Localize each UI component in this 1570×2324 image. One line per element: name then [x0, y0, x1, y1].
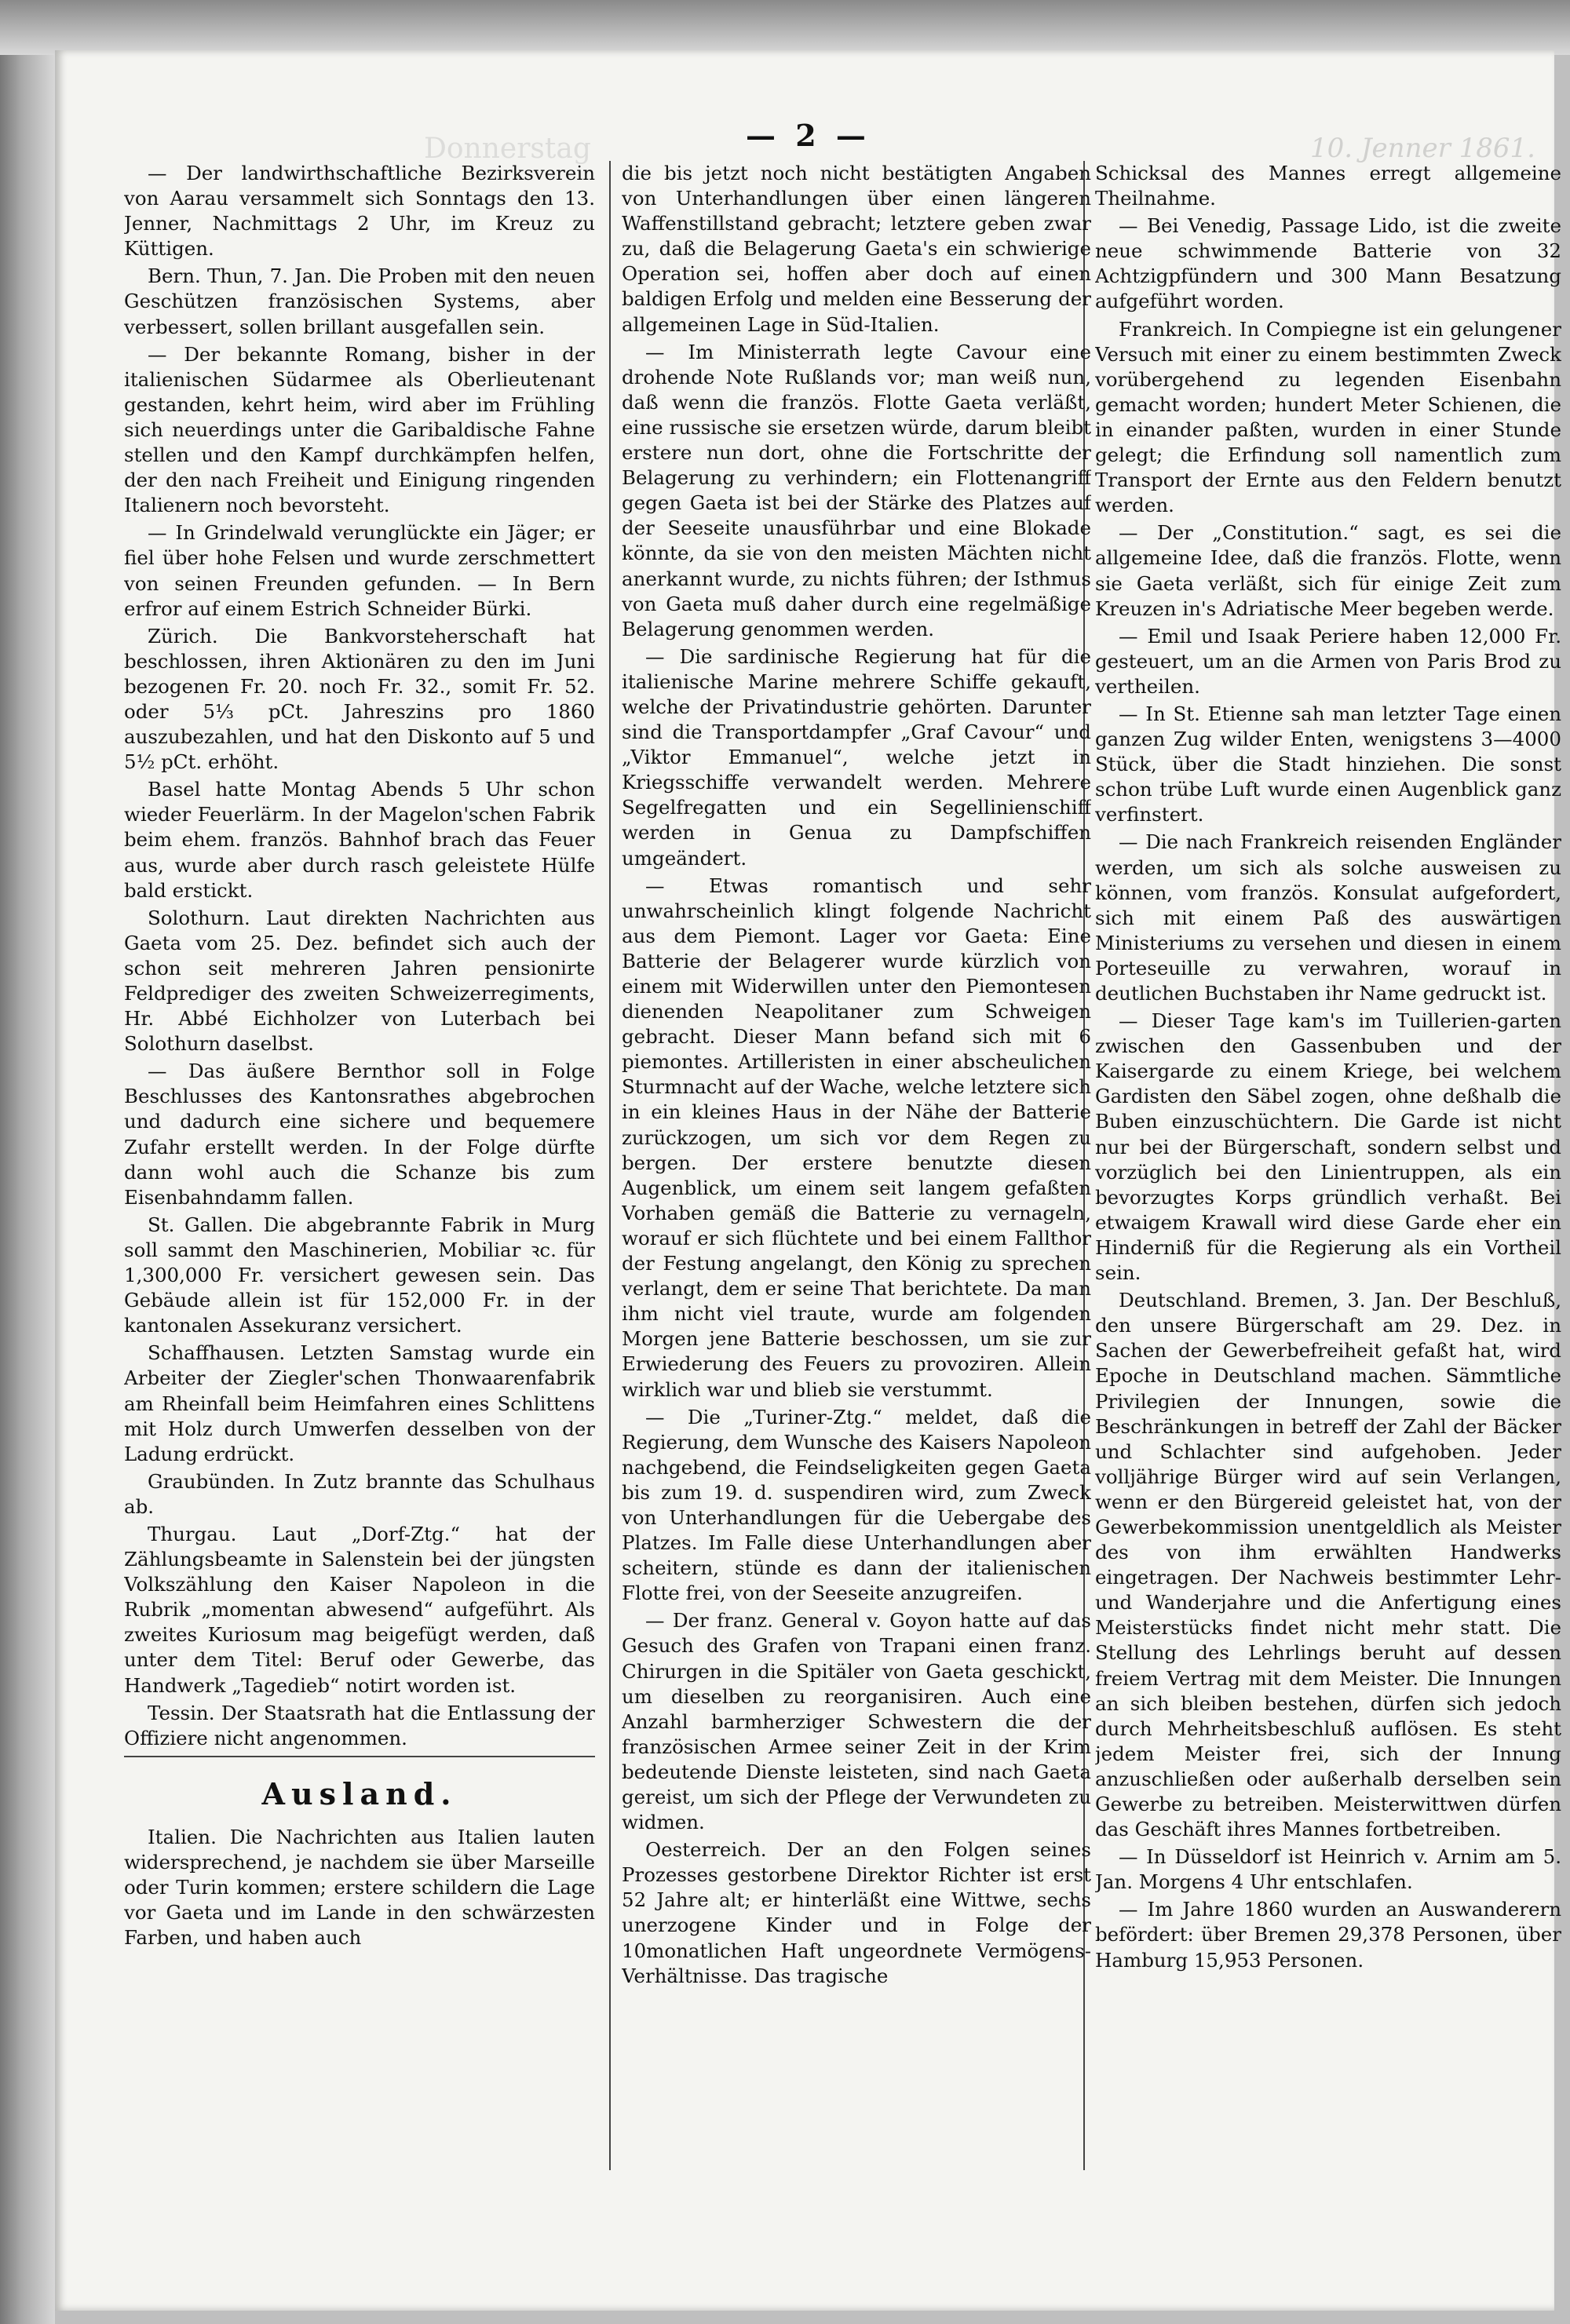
paragraph: St. Gallen. Die abgebrannte Fabrik in Murg soll sammt den Maschinerien, Mobiliar ꝛc. für 1,300,000 Fr. versichert gewesen sein. Das Gebäude allein ist für 152,000 Fr. in der kantonalen Assekuranz versichert.	[124, 1213, 595, 1337]
column-2	[622, 161, 1091, 2217]
paragraph: — Der bekannte Romang, bisher in der italienischen Südarmee als Oberlieutenant gestanden, kehrt heim, wird aber im Frühling sich neuerdings unter die Garibaldische Fahne stellen und den Kampf durchkämpfen helfen, der den nach Freiheit und Einigung ringenden Italienern noch bevorsteht.	[124, 342, 595, 517]
paragraph: — In Grindelwald verunglückte ein Jäger; er fiel über hohe Felsen und wurde zerschmettert von seinen Freunden gefunden. — In Bern erfror auf einem Estrich Schneider Bürki.	[124, 521, 595, 620]
paragraph: die bis jetzt noch nicht bestätigten Angaben von Unterhandlungen über einen längeren Waffenstillstand gebracht; letztere geben zwar zu, daß die Belagerung Gaeta's ein schwierige Operation sei, hoffen aber doch auf einen baldigen Erfolg und melden eine Besserung der allgemeinen Lage in Süd-Italien.	[622, 162, 1091, 336]
bleed-through-left: Donnerstag	[424, 133, 591, 165]
paragraph: Oesterreich. Der an den Folgen seines Prozesses gestorbene Direktor Richter ist erst 52 Jahre alt; er hinterläßt eine Wittwe, sechs unerzogene Kinder und in Folge der 10monatlichen Haft ungeordnete Vermögens-Verhältnisse. Das tragische	[622, 1838, 1091, 1987]
paragraph: Bern. Thun, 7. Jan. Die Proben mit den neuen Geschützen französischen Systems, aber verbessert, sollen brillant ausgefallen sein.	[124, 265, 595, 338]
column-3	[1095, 161, 1561, 2217]
paragraph: — Das äußere Bernthor soll in Folge Beschlusses des Kantonsrathes abgebrochen und dadurch eine sichere und bequemere Zufahr erstellt werden. In der Folge dürfte dann wohl auch die Schanze bis zum Eisenbahndamm fallen.	[124, 1060, 595, 1209]
paragraph: Italien. Die Nachrichten aus Italien lauten widersprechend, je nachdem sie über Marseille oder Turin kommen; erstere schildern die Lage vor Gaeta und im Lande in den schwärzesten Farben, und haben auch	[124, 1825, 595, 1949]
paragraph: — Der landwirthschaftliche Bezirksverein von Aarau versammelt sich Sonntags den 13. Jenner, Nachmittags 2 Uhr, im Kreuz zu Küttigen.	[124, 162, 595, 261]
paragraph: — Die nach Frankreich reisenden Engländer werden, um sich als solche ausweisen zu können, vom französ. Konsulat aufgefordert, sich mit einem Paß des auswärtigen Ministeriums zu versehen und diesen in einem Porteseuille zu verwahren, worauf in deutlichen Buchstaben ihr Name gedruckt ist.	[1095, 830, 1561, 1005]
paragraph: — Die sardinische Regierung hat für die italienische Marine mehrere Schiffe gekauft, welche der Privatindustrie gehörten. Darunter sind die Transportdampfer „Graf Cavour“ und „Viktor Emmanuel“, welche jetzt in Kriegsschiffe verwandelt werden. Mehrere Segelfregatten und ein Segellinienschiff werden in Genua zu Dampfschiffen umgeändert.	[622, 644, 1091, 870]
paragraph: — Im Jahre 1860 wurden an Auswanderern befördert: über Bremen 29,378 Personen, über Hamburg 15,953 Personen.	[1095, 1898, 1561, 1972]
paragraph: — Bei Venedig, Passage Lido, ist die zweite neue schwimmende Batterie von 32 Achtzigpfündern und 300 Mann Besatzung aufgeführt worden.	[1095, 214, 1561, 313]
paragraph: Schaffhausen. Letzten Samstag wurde ein Arbeiter der Ziegler'schen Thonwaarenfabrik am Rheinfall beim Heimfahren eines Schlittens mit Holz durch Umwerfen desselben von der Ladung erdrückt.	[124, 1341, 595, 1465]
bleed-through-right: 10. Jenner 1861.	[1310, 133, 1535, 164]
paragraph: Tessin. Der Staatsrath hat die Entlassung der Offiziere nicht angenommen.	[124, 1701, 595, 1749]
paragraph: Solothurn. Laut direkten Nachrichten aus Gaeta vom 25. Dez. befindet sich auch der schon seit mehreren Jahren pensionirte Feldprediger des zweiten Schweizerregiments, Hr. Abbé Eichholzer von Luterbach bei Solothurn daselbst.	[124, 906, 595, 1056]
scan-edge-left	[0, 0, 55, 2324]
paragraph: Zürich. Die Bankvorsteherschaft hat beschlossen, ihren Aktionären zu den im Juni bezogenen Fr. 20. noch Fr. 32., somit Fr. 52. oder 5⅓ pCt. Jahreszins pro 1860 auszubezahlen, und hat den Diskonto auf 5 und 5½ pCt. erhöht.	[124, 624, 595, 774]
paragraph: — In Düsseldorf ist Heinrich v. Arnim am 5. Jan. Morgens 4 Uhr entschlafen.	[1095, 1845, 1561, 1894]
paragraph: — In St. Etienne sah man letzter Tage einen ganzen Zug wilder Enten, wenigstens 3—4000 Stück, über die Stadt hinziehen. Die sonst schon trübe Luft wurde einen Augenblick ganz verfinstert.	[1095, 702, 1561, 826]
paragraph: — Der „Constitution.“ sagt, es sei die allgemeine Idee, daß die französ. Flotte, wenn sie Gaeta verläßt, sich für einige Zeit zum Kreuzen in's Adriatische Meer begeben werde.	[1095, 521, 1561, 620]
paragraph: — Etwas romantisch und sehr unwahrscheinlich klingt folgende Nachricht aus dem Piemont. Lager vor Gaeta: Eine Batterie der Belagerer wurde kürzlich von einem mit Widerwillen unter den Piemontesen dienenden Neapolitaner zum Schweigen gebracht. Dieser Mann befand sich mit 6 piemontes. Artilleristen in einer abscheulichen Sturmnacht auf der Wache, welche letztere sich in ein kleines Haus in der Nähe der Batterie zurückzogen, um sich vor dem Regen zu bergen. Der erstere benutzte diesen Augenblick, um einem seit langem gefaßten Vorhaben gemäß die Batterie zu vernageln, worauf er sich flüchtete und bei einem Fallthor der Festung angelangt, den König zu sprechen verlangt, dem er seine That berichtete. Da man ihm nicht viel traute, wurde am folgenden Morgen jene Batterie beschossen, um sie zur Erwiederung des Feuers zu provoziren. Allein wirklich war und blieb sie verstummt.	[622, 874, 1091, 1401]
scan-edge-top	[0, 0, 1570, 55]
paragraph: — Die „Turiner-Ztg.“ meldet, daß die Regierung, dem Wunsche des Kaisers Napoleon nachgebend, die Feindseligkeiten gegen Gaeta bis zum 19. d. suspendiren wird, zum Zweck von Unterhandlungen für die Uebergabe des Platzes. Im Falle diese Unterhandlungen aber scheitern, stünde es dann der italienischen Flotte frei, von der Seeseite anzugreifen.	[622, 1405, 1091, 1605]
paragraph: Thurgau. Laut „Dorf-Ztg.“ hat der Zählungsbeamte in Salenstein bei der jüngsten Volkszählung den Kaiser Napoleon in die Rubrik „momentan abwesend“ aufgeführt. Als zweites Kuriosum mag beigefügt werden, daß unter dem Titel: Beruf oder Gewerbe, das Handwerk „Tagedieb“ notirt worden ist.	[124, 1522, 595, 1697]
paragraph: Graubünden. In Zutz brannte das Schulhaus ab.	[124, 1469, 595, 1518]
section-rule	[124, 1756, 595, 1757]
paragraph: — Emil und Isaak Periere haben 12,000 Fr. gesteuert, um an die Armen von Paris Brod zu vertheilen.	[1095, 624, 1561, 698]
paragraph: — Dieser Tage kam's im Tuillerien-garten zwischen den Gassenbuben und der Kaisergarde zu einem Kriege, bei welchem Gardisten den Säbel zogen, ohne deßhalb die Buben einzuschüchtern. Die Garde ist nicht nur bei der Bürgerschaft, sondern selbst und vorzüglich bei den Linientruppen, als ein bevorzugtes Korps gründlich verhaßt. Bei etwaigem Krawall wird diese Garde eher ein Hinderniß für die Regierung als ein Vortheil sein.	[1095, 1009, 1561, 1285]
paragraph: — Im Ministerrath legte Cavour eine drohende Note Rußlands vor; man weiß nun, daß wenn die französ. Flotte Gaeta verläßt, eine russische sie ersetzen würde, darum bleibt erstere nun dort, ohne die Fortschritte der Belagerung zu verhindern; ein Flottenangriff gegen Gaeta ist bei der Stärke des Platzes auf der Seeseite unausführbar und eine Blokade könnte, da sie von den meisten Mächten nicht anerkannt wurde, zu nichts führen; der Isthmus von Gaeta muß daher durch eine regelmäßige Belagerung genommen werden.	[622, 340, 1091, 640]
page-number: — 2 —	[746, 118, 871, 153]
column-rule-1	[609, 161, 611, 2170]
paragraph: Frankreich. In Compiegne ist ein gelungener Versuch mit einer zu einem bestimmten Zweck vorübergehend zu legenden Eisenbahn gemacht worden; hundert Meter Schienen, die in einander paßten, wurden in einer Stunde gelegt; die Erfindung soll namentlich zum Transport der Ernte aus den Feldern benutzt werden.	[1095, 317, 1561, 517]
column-1	[124, 161, 595, 2217]
paragraph: — Der franz. General v. Goyon hatte auf das Gesuch des Grafen von Trapani einen franz. Chirurgen in die Spitäler von Gaeta geschickt, um dieselben zu reorganisiren. Auch eine Anzahl barmherziger Schwestern die der französischen Armee seiner Zeit in der Krim bedeutende Dienste leisteten, sind nach Gaeta gereist, um sich der Pflege der Verwundeten zu widmen.	[622, 1609, 1091, 1834]
paragraph: Basel hatte Montag Abends 5 Uhr schon wieder Feuerlärm. In der Magelon'schen Fabrik beim ehem. französ. Bahnhof brach das Feuer aus, wurde aber durch rasch geleistete Hülfe bald erstickt.	[124, 778, 595, 902]
paragraph: Deutschland. Bremen, 3. Jan. Der Beschluß, den unsere Bürgerschaft am 29. Dez. in Sachen der Gewerbefreiheit gefaßt hat, wird Epoche in Deutschland machen. Sämmtliche Privilegien der Innungen, sowie die Beschränkungen in betreff der Zahl der Bäcker und Schlachter sind aufgehoben. Jeder volljährige Bürger wird auf sein Verlangen, wenn er den Bürgereid geleistet hat, von der Gewerbekommission unentgeldlich als Meister des von ihm erwählten Handwerks eingetragen. Der Nachweis bestimmter Lehr- und Wanderjahre und die Anfertigung eines Meisterstücks findet nicht mehr statt. Die Stellung des Lehrlings beruht auf dessen freiem Vertrag mit dem Meister. Die Innungen an sich bleiben bestehen, dürfen sich jedoch durch Mehrheitsbeschluß auflösen. Es steht jedem Meister frei, sich der Innung anzuschließen oder außerhalb derselben sein Gewerbe zu betreiben. Meisterwittwen dürfen das Geschäft ihres Mannes fortbetreiben.	[1095, 1289, 1561, 1841]
section-heading: Ausland.	[261, 1775, 458, 1811]
paragraph: Schicksal des Mannes erregt allgemeine Theilnahme.	[1095, 162, 1561, 210]
